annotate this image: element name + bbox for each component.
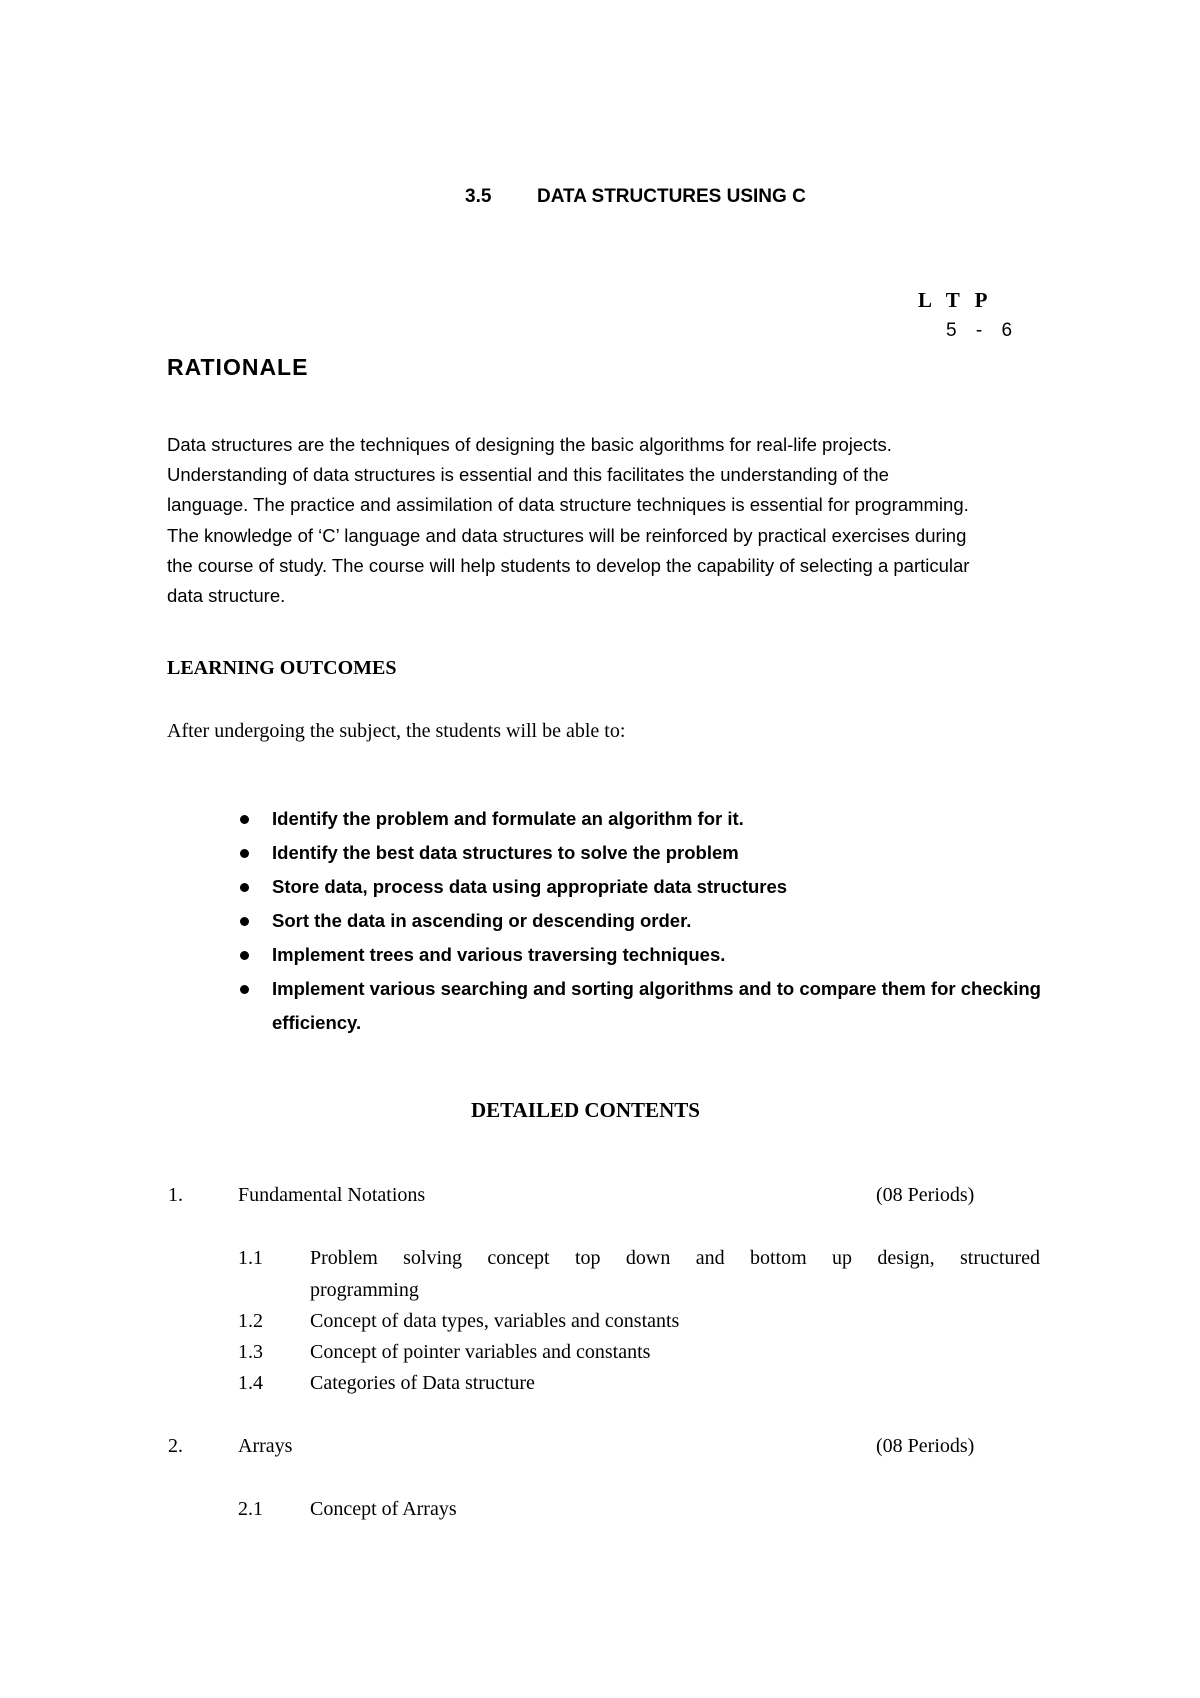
rationale-line: the course of study. The course will help students to develop the capability of selecting a particular	[167, 554, 970, 576]
list-item: Identify the best data structures to solve the problem	[240, 836, 1060, 870]
list-item: Sort the data in ascending or descending order.	[240, 904, 1060, 938]
ltp-values: 5 - 6	[946, 320, 1013, 341]
learning-outcomes-heading: LEARNING OUTCOMES	[167, 657, 397, 679]
subtopic-text: Concept of data types, variables and constants	[310, 1310, 680, 1332]
list-item: Implement various searching and sorting algorithms and to compare them for checking efficiency.	[240, 972, 1060, 1040]
subtopic-number: 2.1	[238, 1498, 263, 1520]
unit-title: Arrays	[238, 1435, 293, 1457]
rationale-line: Data structures are the techniques of designing the basic algorithms for real-life projects.	[167, 434, 892, 455]
subtopic-text: Concept of Arrays	[310, 1498, 457, 1520]
unit-number: 2.	[168, 1435, 183, 1457]
subtopic-number: 1.1	[238, 1247, 263, 1269]
rationale-line: data structure.	[167, 585, 286, 607]
list-item: Identify the problem and formulate an algorithm for it.	[240, 802, 1060, 836]
unit-periods: (08 Periods)	[876, 1435, 975, 1457]
subtopic-number: 1.2	[238, 1310, 263, 1332]
list-item: Implement trees and various traversing techniques.	[240, 938, 1060, 972]
rationale-line: language. The practice and assimilation of data structure techniques is essential for programming.	[167, 494, 969, 516]
learning-outcomes-list	[240, 802, 1060, 1040]
rationale-paragraph	[167, 430, 1047, 611]
subtopic-text: Problem solving concept top down and bottom up design, structured	[310, 1247, 1040, 1269]
course-code: 3.5	[465, 186, 492, 207]
rationale-line: Understanding of data structures is essential and this facilitates the understanding of the	[167, 464, 889, 486]
subtopic-text-continued: programming	[310, 1279, 419, 1301]
ltp-letters: L T P	[918, 288, 988, 312]
subtopic-number: 1.3	[238, 1341, 263, 1363]
subtopic-text: Categories of Data structure	[310, 1372, 535, 1394]
unit-title: Fundamental Notations	[238, 1184, 426, 1206]
list-item: Store data, process data using appropriate data structures	[240, 870, 1060, 904]
unit-periods: (08 Periods)	[876, 1184, 975, 1206]
unit-number: 1.	[168, 1184, 183, 1206]
detailed-contents-heading: DETAILED CONTENTS	[471, 1098, 700, 1122]
course-title: DATA STRUCTURES USING C	[537, 186, 806, 207]
subtopic-number: 1.4	[238, 1372, 263, 1394]
learning-outcomes-intro: After undergoing the subject, the students will be able to:	[167, 720, 626, 742]
subtopic-text: Concept of pointer variables and constants	[310, 1341, 651, 1363]
rationale-line: The knowledge of ‘C’ language and data structures will be reinforced by practical exercises during	[167, 524, 967, 546]
rationale-heading: RATIONALE	[167, 354, 309, 380]
